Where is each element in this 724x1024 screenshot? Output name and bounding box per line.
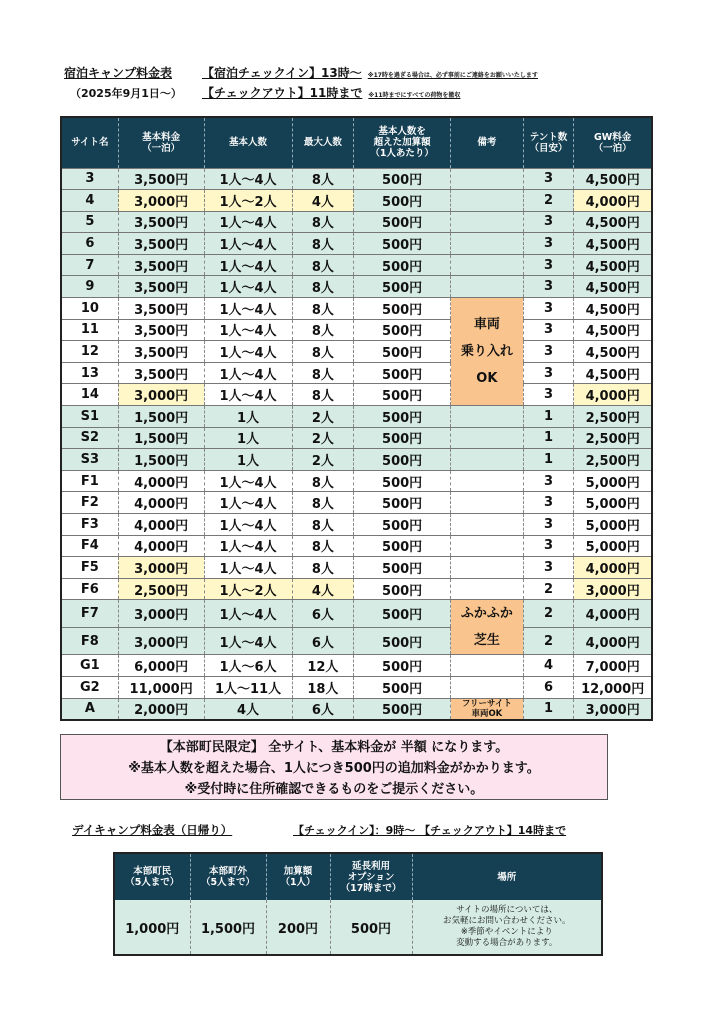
cell-site: F3 bbox=[61, 514, 118, 536]
cell-tents: 3 bbox=[523, 470, 574, 492]
cell-tents: 3 bbox=[523, 384, 574, 406]
cell-gw: 4,500円 bbox=[574, 298, 652, 320]
cell-tents: 2 bbox=[523, 627, 574, 655]
col-tents: テント数 （目安） bbox=[523, 117, 574, 168]
col-base: 基本人数 bbox=[204, 117, 292, 168]
cell-base: 1人 bbox=[204, 406, 292, 428]
remark-cell bbox=[451, 233, 524, 255]
cell-base: 1人～4人 bbox=[204, 211, 292, 233]
remark-cell bbox=[451, 578, 524, 600]
cell-gw: 7,000円 bbox=[574, 655, 652, 677]
day-camp-title: デイキャンプ料金表（日帰り） bbox=[72, 823, 233, 837]
cell-max: 6人 bbox=[292, 600, 354, 628]
cell-max: 2人 bbox=[292, 406, 354, 428]
cell-tents: 3 bbox=[523, 233, 574, 255]
cell-add: 500円 bbox=[354, 362, 451, 384]
col-fee: 基本料金 （一泊） bbox=[118, 117, 204, 168]
cell-gw: 3,000円 bbox=[574, 698, 652, 720]
day-extension-fee: 500円 bbox=[330, 900, 412, 955]
remark-cell bbox=[451, 470, 524, 492]
day-col-extension: 延長利用 オプション （17時まで） bbox=[330, 853, 412, 900]
cell-site: 13 bbox=[61, 362, 118, 384]
cell-site: F5 bbox=[61, 557, 118, 579]
table-header-row bbox=[61, 117, 652, 168]
remark-cell: ふかふか 芝生 bbox=[451, 600, 524, 655]
cell-fee: 3,500円 bbox=[118, 211, 204, 233]
cell-site: F1 bbox=[61, 470, 118, 492]
table-row bbox=[61, 190, 652, 212]
cell-site: 10 bbox=[61, 298, 118, 320]
cell-site: S1 bbox=[61, 406, 118, 428]
cell-gw: 4,500円 bbox=[574, 233, 652, 255]
table-row bbox=[61, 627, 652, 655]
cell-base: 1人～2人 bbox=[204, 578, 292, 600]
resident-discount-notice bbox=[60, 734, 608, 800]
day-add-fee: 200円 bbox=[266, 900, 330, 955]
cell-add: 500円 bbox=[354, 492, 451, 514]
cell-base: 1人～6人 bbox=[204, 655, 292, 677]
table-row bbox=[61, 276, 652, 298]
cell-gw: 2,500円 bbox=[574, 427, 652, 449]
cell-add: 500円 bbox=[354, 276, 451, 298]
cell-tents: 6 bbox=[523, 676, 574, 698]
table-row bbox=[61, 406, 652, 428]
table-row bbox=[61, 298, 652, 320]
cell-add: 500円 bbox=[354, 578, 451, 600]
remark-cell bbox=[451, 168, 524, 190]
cell-base: 1人～4人 bbox=[204, 276, 292, 298]
col-gw: GW料金 （一泊） bbox=[574, 117, 652, 168]
cell-add: 500円 bbox=[354, 319, 451, 341]
cell-add: 500円 bbox=[354, 470, 451, 492]
cell-fee: 3,000円 bbox=[118, 600, 204, 628]
table-row bbox=[61, 362, 652, 384]
cell-add: 500円 bbox=[354, 254, 451, 276]
remark-cell bbox=[451, 406, 524, 428]
cell-site: F4 bbox=[61, 535, 118, 557]
cell-tents: 3 bbox=[523, 557, 574, 579]
cell-add: 500円 bbox=[354, 449, 451, 471]
notice-line-3: ※受付時に住所確認できるものをご提示ください。 bbox=[184, 782, 484, 797]
cell-gw: 12,000円 bbox=[574, 676, 652, 698]
table-row bbox=[61, 578, 652, 600]
table-row bbox=[61, 449, 652, 471]
day-col-nonresident: 本部町外 （5人まで） bbox=[190, 853, 266, 900]
cell-tents: 1 bbox=[523, 698, 574, 720]
cell-max: 8人 bbox=[292, 276, 354, 298]
cell-fee: 4,000円 bbox=[118, 492, 204, 514]
cell-base: 4人 bbox=[204, 698, 292, 720]
cell-add: 500円 bbox=[354, 698, 451, 720]
cell-max: 2人 bbox=[292, 427, 354, 449]
cell-max: 12人 bbox=[292, 655, 354, 677]
cell-fee: 4,000円 bbox=[118, 514, 204, 536]
cell-max: 8人 bbox=[292, 557, 354, 579]
cell-base: 1人～4人 bbox=[204, 168, 292, 190]
day-col-add: 加算額 （1人） bbox=[266, 853, 330, 900]
cell-gw: 5,000円 bbox=[574, 470, 652, 492]
cell-tents: 3 bbox=[523, 254, 574, 276]
cell-fee: 2,000円 bbox=[118, 698, 204, 720]
cell-max: 8人 bbox=[292, 254, 354, 276]
cell-gw: 4,500円 bbox=[574, 319, 652, 341]
cell-site: F6 bbox=[61, 578, 118, 600]
cell-gw: 4,500円 bbox=[574, 362, 652, 384]
cell-base: 1人～4人 bbox=[204, 233, 292, 255]
cell-tents: 3 bbox=[523, 341, 574, 363]
table-row bbox=[61, 168, 652, 190]
cell-fee: 3,500円 bbox=[118, 254, 204, 276]
cell-base: 1人～4人 bbox=[204, 362, 292, 384]
cell-fee: 3,000円 bbox=[118, 384, 204, 406]
cell-add: 500円 bbox=[354, 168, 451, 190]
cell-max: 8人 bbox=[292, 535, 354, 557]
checkout-note: ※11時までにすべての荷物を撤収 bbox=[368, 92, 461, 99]
cell-fee: 3,500円 bbox=[118, 319, 204, 341]
cell-base: 1人～4人 bbox=[204, 298, 292, 320]
col-add: 基本人数を 超えた加算額 （1人あたり） bbox=[354, 117, 451, 168]
cell-site: 6 bbox=[61, 233, 118, 255]
cell-tents: 2 bbox=[523, 190, 574, 212]
day-value-row bbox=[114, 900, 602, 955]
cell-add: 500円 bbox=[354, 427, 451, 449]
cell-base: 1人～4人 bbox=[204, 627, 292, 655]
cell-site: F2 bbox=[61, 492, 118, 514]
remark-cell bbox=[451, 557, 524, 579]
col-max: 最大人数 bbox=[292, 117, 354, 168]
cell-base: 1人～2人 bbox=[204, 190, 292, 212]
cell-base: 1人～4人 bbox=[204, 319, 292, 341]
cell-base: 1人～4人 bbox=[204, 600, 292, 628]
cell-max: 8人 bbox=[292, 514, 354, 536]
cell-max: 8人 bbox=[292, 492, 354, 514]
cell-base: 1人～4人 bbox=[204, 254, 292, 276]
checkin-note: ※17時を過ぎる場合は、必ず事前にご連絡をお願いいたします bbox=[367, 72, 538, 79]
table-row bbox=[61, 676, 652, 698]
cell-max: 8人 bbox=[292, 319, 354, 341]
table-row bbox=[61, 470, 652, 492]
table-row bbox=[61, 427, 652, 449]
cell-tents: 1 bbox=[523, 427, 574, 449]
cell-add: 500円 bbox=[354, 233, 451, 255]
cell-max: 8人 bbox=[292, 168, 354, 190]
cell-fee: 3,500円 bbox=[118, 168, 204, 190]
cell-add: 500円 bbox=[354, 190, 451, 212]
cell-base: 1人～4人 bbox=[204, 341, 292, 363]
cell-tents: 3 bbox=[523, 514, 574, 536]
cell-add: 500円 bbox=[354, 211, 451, 233]
cell-add: 500円 bbox=[354, 557, 451, 579]
cell-fee: 6,000円 bbox=[118, 655, 204, 677]
cell-site: S3 bbox=[61, 449, 118, 471]
cell-tents: 2 bbox=[523, 578, 574, 600]
remark-cell bbox=[451, 535, 524, 557]
page-header bbox=[64, 64, 664, 104]
cell-gw: 5,000円 bbox=[574, 492, 652, 514]
cell-add: 500円 bbox=[354, 406, 451, 428]
cell-fee: 3,500円 bbox=[118, 233, 204, 255]
cell-base: 1人 bbox=[204, 449, 292, 471]
cell-fee: 3,000円 bbox=[118, 557, 204, 579]
cell-base: 1人～4人 bbox=[204, 470, 292, 492]
remark-cell bbox=[451, 449, 524, 471]
day-location-info: サイトの場所については、 お気軽にお問い合わせください。 ※季節やイベントにより 変動する場合があります。 bbox=[412, 900, 602, 955]
cell-site: 12 bbox=[61, 341, 118, 363]
cell-base: 1人～4人 bbox=[204, 514, 292, 536]
cell-gw: 4,500円 bbox=[574, 168, 652, 190]
cell-max: 8人 bbox=[292, 298, 354, 320]
notice-line-2: ※基本人数を超えた場合、1人につき500円の追加料金がかかります。 bbox=[128, 761, 540, 776]
cell-gw: 4,000円 bbox=[574, 627, 652, 655]
cell-fee: 2,500円 bbox=[118, 578, 204, 600]
cell-base: 1人～4人 bbox=[204, 557, 292, 579]
checkin-time: 【宿泊チェックイン】13時～ bbox=[202, 66, 362, 80]
cell-tents: 3 bbox=[523, 492, 574, 514]
cell-tents: 3 bbox=[523, 211, 574, 233]
remark-cell bbox=[451, 514, 524, 536]
table-row bbox=[61, 535, 652, 557]
cell-max: 4人 bbox=[292, 578, 354, 600]
day-camp-times: 【チェックイン】：9時～ 【チェックアウト】14時まで bbox=[293, 824, 567, 837]
table-row bbox=[61, 492, 652, 514]
cell-max: 8人 bbox=[292, 211, 354, 233]
cell-add: 500円 bbox=[354, 298, 451, 320]
table-row bbox=[61, 384, 652, 406]
remark-cell: フリーサイト 車両OK bbox=[451, 698, 524, 720]
cell-tents: 3 bbox=[523, 535, 574, 557]
day-resident-fee: 1,000円 bbox=[114, 900, 190, 955]
cell-add: 500円 bbox=[354, 676, 451, 698]
cell-base: 1人～11人 bbox=[204, 676, 292, 698]
cell-fee: 3,500円 bbox=[118, 276, 204, 298]
cell-site: G1 bbox=[61, 655, 118, 677]
cell-gw: 4,000円 bbox=[574, 557, 652, 579]
remark-cell bbox=[451, 211, 524, 233]
day-nonresident-fee: 1,500円 bbox=[190, 900, 266, 955]
day-header-row bbox=[114, 853, 602, 900]
cell-site: A bbox=[61, 698, 118, 720]
page-title: 宿泊キャンプ料金表 bbox=[64, 66, 173, 80]
cell-add: 500円 bbox=[354, 514, 451, 536]
cell-tents: 3 bbox=[523, 362, 574, 384]
cell-fee: 1,500円 bbox=[118, 427, 204, 449]
cell-tents: 1 bbox=[523, 406, 574, 428]
table-row bbox=[61, 319, 652, 341]
day-camp-table bbox=[113, 852, 603, 956]
cell-site: F7 bbox=[61, 600, 118, 628]
cell-site: 4 bbox=[61, 190, 118, 212]
cell-fee: 1,500円 bbox=[118, 406, 204, 428]
remark-cell bbox=[451, 190, 524, 212]
table-row bbox=[61, 557, 652, 579]
cell-add: 500円 bbox=[354, 600, 451, 628]
table-row bbox=[61, 698, 652, 720]
cell-max: 4人 bbox=[292, 190, 354, 212]
cell-add: 500円 bbox=[354, 384, 451, 406]
remark-cell bbox=[451, 655, 524, 677]
cell-gw: 4,500円 bbox=[574, 276, 652, 298]
cell-max: 8人 bbox=[292, 341, 354, 363]
cell-fee: 3,000円 bbox=[118, 627, 204, 655]
remark-cell bbox=[451, 492, 524, 514]
table-row bbox=[61, 211, 652, 233]
remark-cell bbox=[451, 427, 524, 449]
cell-tents: 4 bbox=[523, 655, 574, 677]
cell-max: 6人 bbox=[292, 698, 354, 720]
cell-fee: 11,000円 bbox=[118, 676, 204, 698]
remark-cell bbox=[451, 254, 524, 276]
checkout-time: 【チェックアウト】11時まで bbox=[202, 86, 363, 100]
cell-fee: 4,000円 bbox=[118, 535, 204, 557]
remark-cell bbox=[451, 676, 524, 698]
col-site: サイト名 bbox=[61, 117, 118, 168]
cell-add: 500円 bbox=[354, 535, 451, 557]
cell-gw: 2,500円 bbox=[574, 406, 652, 428]
cell-site: 7 bbox=[61, 254, 118, 276]
cell-site: 5 bbox=[61, 211, 118, 233]
cell-tents: 1 bbox=[523, 449, 574, 471]
cell-base: 1人～4人 bbox=[204, 535, 292, 557]
cell-fee: 3,500円 bbox=[118, 298, 204, 320]
cell-fee: 3,000円 bbox=[118, 190, 204, 212]
effective-date: （2025年9月1日～） bbox=[70, 87, 182, 100]
cell-base: 1人 bbox=[204, 427, 292, 449]
cell-fee: 3,500円 bbox=[118, 362, 204, 384]
cell-site: 9 bbox=[61, 276, 118, 298]
day-col-resident: 本部町民 （5人まで） bbox=[114, 853, 190, 900]
table-row bbox=[61, 233, 652, 255]
cell-max: 8人 bbox=[292, 362, 354, 384]
cell-add: 500円 bbox=[354, 655, 451, 677]
cell-site: F8 bbox=[61, 627, 118, 655]
col-remark: 備考 bbox=[451, 117, 524, 168]
remark-cell bbox=[451, 276, 524, 298]
cell-add: 500円 bbox=[354, 627, 451, 655]
cell-max: 6人 bbox=[292, 627, 354, 655]
cell-max: 18人 bbox=[292, 676, 354, 698]
cell-gw: 2,500円 bbox=[574, 449, 652, 471]
cell-tents: 3 bbox=[523, 298, 574, 320]
cell-site: 11 bbox=[61, 319, 118, 341]
cell-tents: 3 bbox=[523, 168, 574, 190]
table-row bbox=[61, 600, 652, 628]
cell-max: 8人 bbox=[292, 384, 354, 406]
cell-fee: 3,500円 bbox=[118, 341, 204, 363]
cell-gw: 4,000円 bbox=[574, 384, 652, 406]
cell-site: S2 bbox=[61, 427, 118, 449]
cell-base: 1人～4人 bbox=[204, 384, 292, 406]
cell-gw: 4,000円 bbox=[574, 600, 652, 628]
cell-gw: 4,000円 bbox=[574, 190, 652, 212]
table-row bbox=[61, 655, 652, 677]
cell-gw: 4,500円 bbox=[574, 211, 652, 233]
cell-fee: 1,500円 bbox=[118, 449, 204, 471]
cell-max: 2人 bbox=[292, 449, 354, 471]
cell-add: 500円 bbox=[354, 341, 451, 363]
cell-max: 8人 bbox=[292, 233, 354, 255]
notice-line-1: 【本部町民限定】 全サイト、基本料金が 半額 になります。 bbox=[159, 740, 509, 755]
day-col-location: 場所 bbox=[412, 853, 602, 900]
cell-site: G2 bbox=[61, 676, 118, 698]
cell-site: 14 bbox=[61, 384, 118, 406]
cell-gw: 5,000円 bbox=[574, 535, 652, 557]
cell-fee: 4,000円 bbox=[118, 470, 204, 492]
cell-gw: 3,000円 bbox=[574, 578, 652, 600]
cell-max: 8人 bbox=[292, 470, 354, 492]
table-row bbox=[61, 514, 652, 536]
cell-base: 1人～4人 bbox=[204, 492, 292, 514]
table-row bbox=[61, 341, 652, 363]
cell-tents: 3 bbox=[523, 276, 574, 298]
cell-tents: 3 bbox=[523, 319, 574, 341]
cell-gw: 4,500円 bbox=[574, 254, 652, 276]
cell-site: 3 bbox=[61, 168, 118, 190]
cell-tents: 2 bbox=[523, 600, 574, 628]
overnight-price-table bbox=[60, 116, 653, 721]
remark-cell: 車両 乗り入れ OK bbox=[451, 298, 524, 406]
cell-gw: 5,000円 bbox=[574, 514, 652, 536]
table-row bbox=[61, 254, 652, 276]
cell-gw: 4,500円 bbox=[574, 341, 652, 363]
